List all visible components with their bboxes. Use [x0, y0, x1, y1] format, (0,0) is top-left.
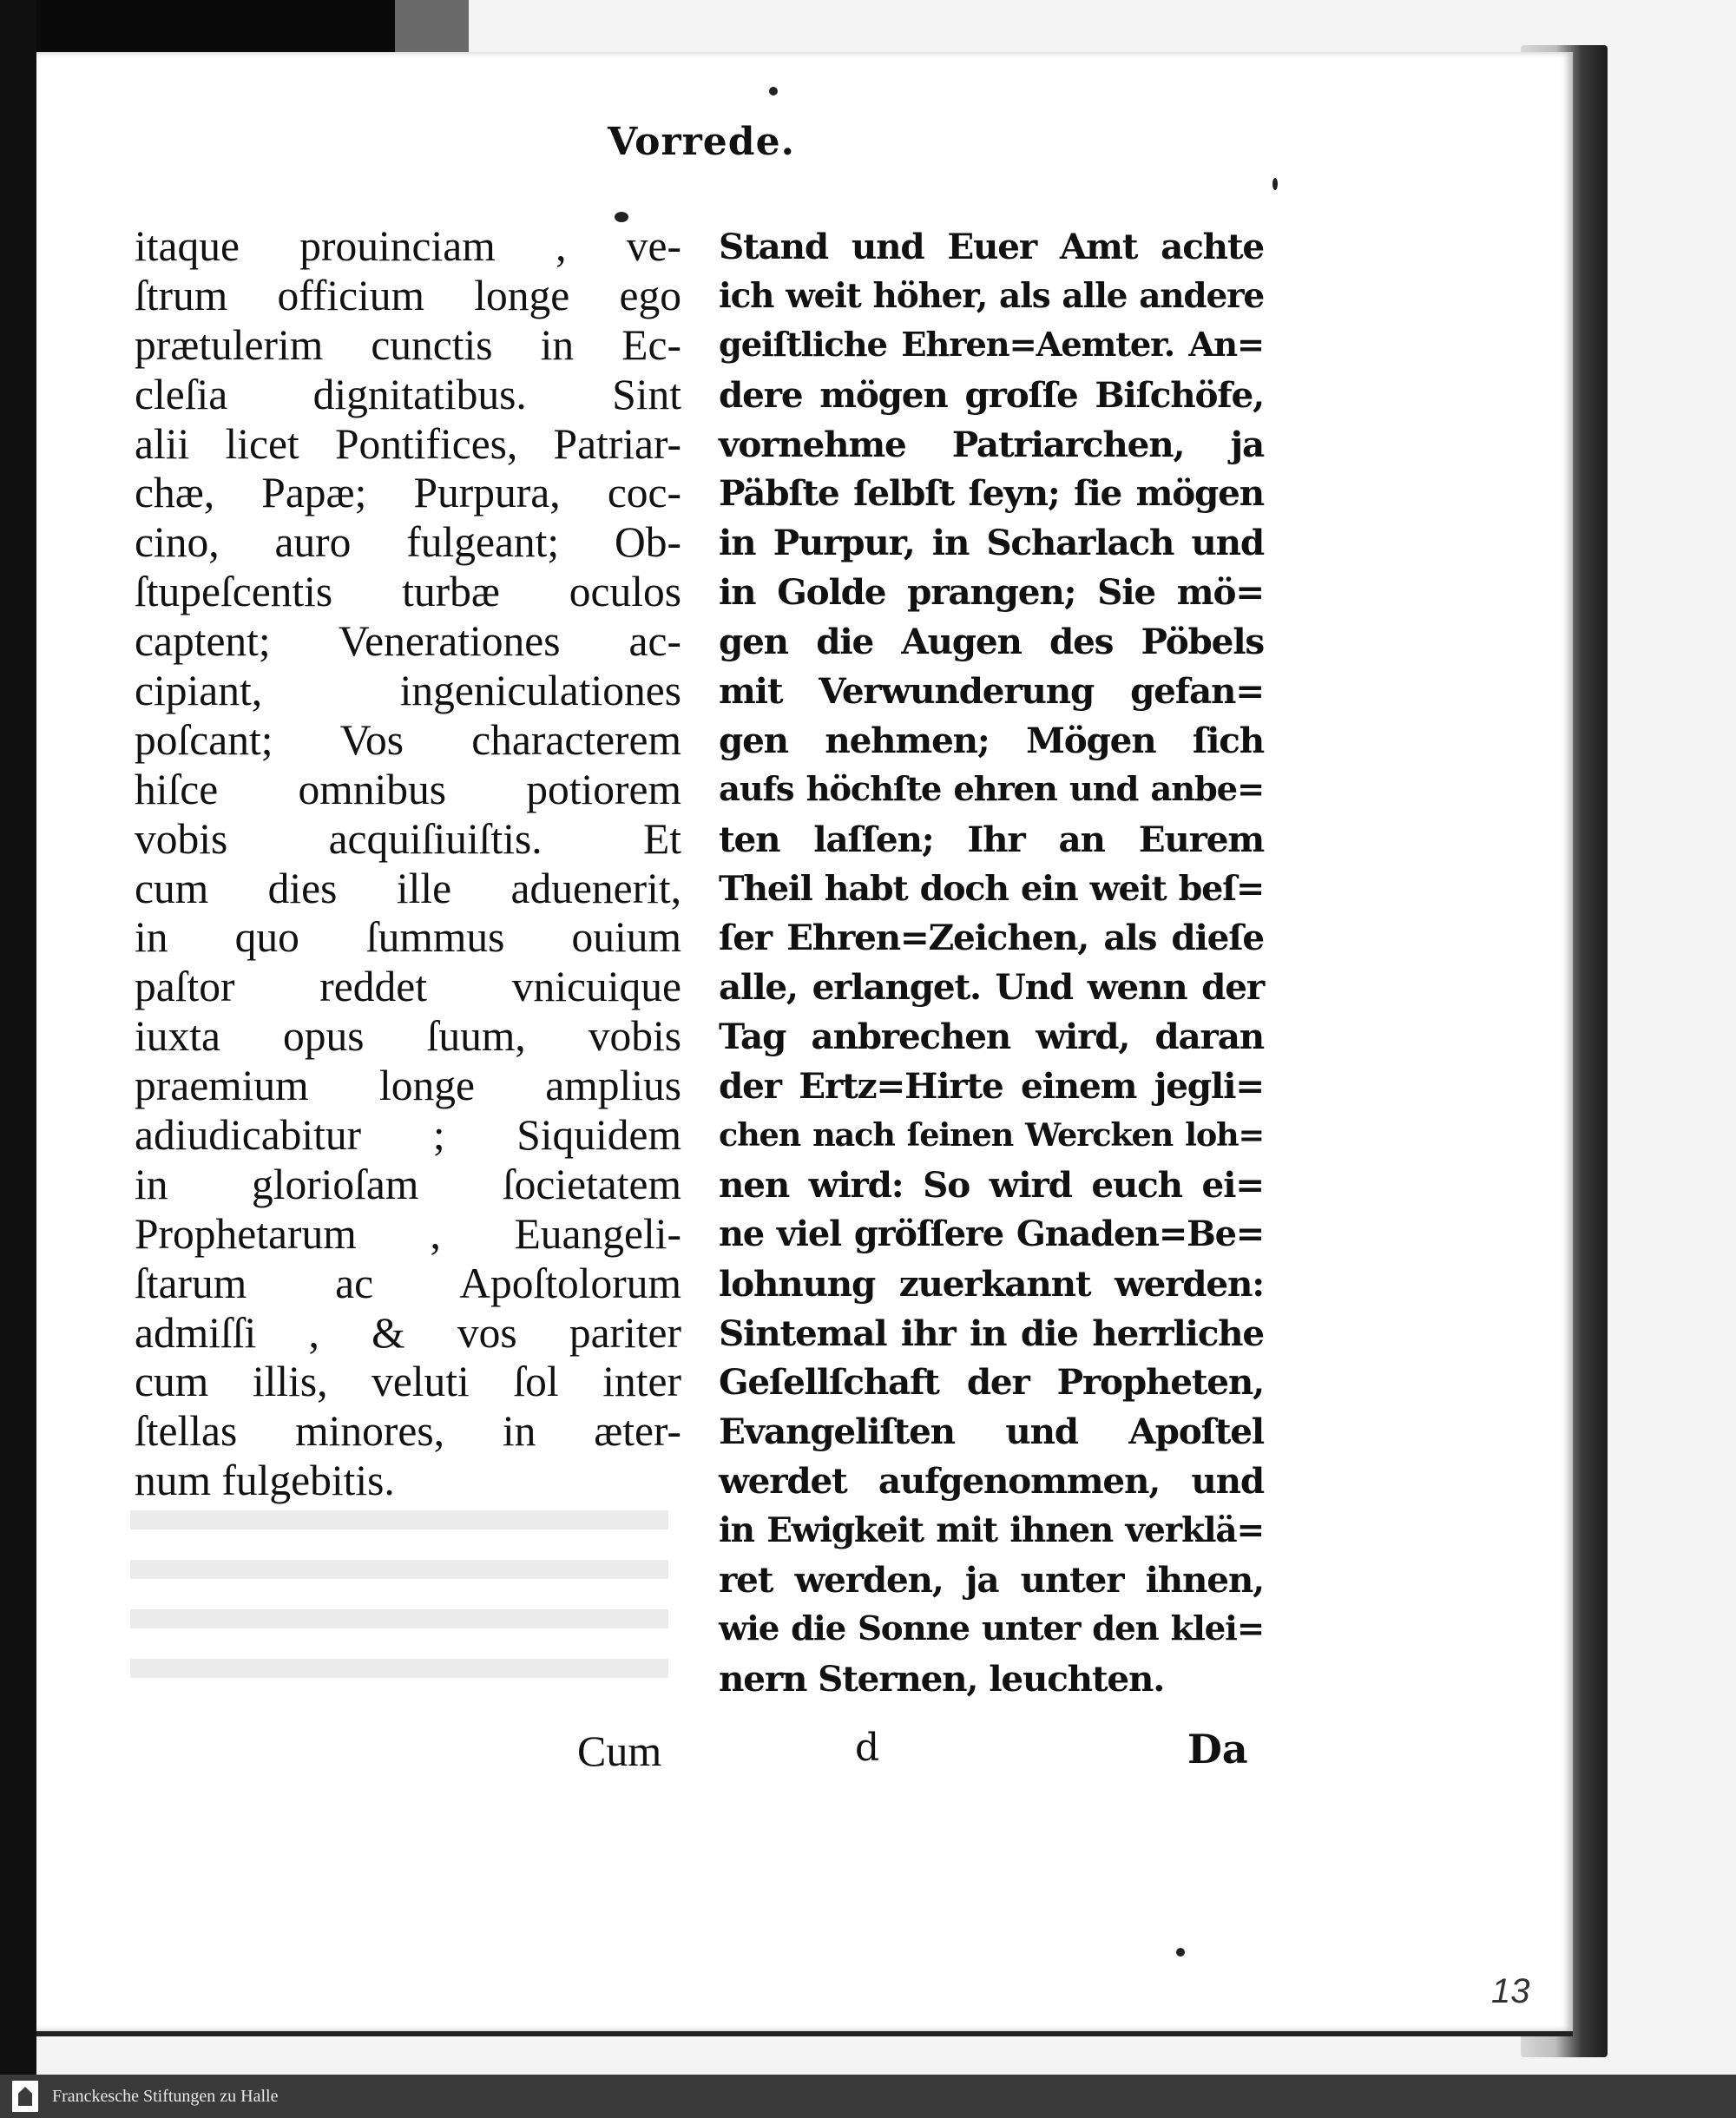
ink-speck [1272, 178, 1278, 190]
german-text-line: aufs höchſte ehren und anbe= [719, 769, 1264, 809]
german-text-line: Theil habt doch ein weit beſ= [719, 868, 1264, 909]
logo-building-shape [18, 2087, 32, 2106]
german-text-line: in Ewigkeit mit ihnen verklä= [719, 1510, 1264, 1551]
page-header-title: Vorrede. [608, 120, 795, 164]
german-text-line: gen die Augen des Pöbels [719, 621, 1264, 663]
latin-text-line: adiudicabitur ; Siquidem [135, 1111, 681, 1160]
signature-mark: d [855, 1726, 880, 1770]
german-text-line: Tag anbrechen wird, daran [719, 1016, 1264, 1058]
page-number: 13 [1491, 1972, 1530, 2010]
german-text-line: wie die Sonne unter den klei= [719, 1608, 1264, 1648]
latin-catchword: Cum [577, 1727, 662, 1775]
latin-text-line: iuxta opus ſuum, vobis [135, 1012, 681, 1061]
show-through-text [130, 1510, 668, 1701]
scan-edge-top-gray [395, 0, 469, 52]
latin-text-line: praemium longe amplius [135, 1062, 681, 1110]
latin-text-line: cum illis, veluti ſol inter [135, 1358, 681, 1406]
latin-text-line: cum dies ille aduenerit, [135, 864, 681, 912]
scan-edge-left [0, 0, 36, 2075]
german-text-line: der Ertz=Hirte einem jegli= [719, 1065, 1264, 1108]
german-text-line: ne viel gröſſere Gnaden=Be= [719, 1214, 1264, 1254]
german-text-line: Sintemal ihr in die herrliche [719, 1312, 1264, 1354]
german-text-line: ich weit höher, als alle andere [719, 275, 1264, 316]
german-text-line: Evangeliſten und Apoſtel [719, 1411, 1264, 1453]
latin-text-line: ſtupeſcentis turbæ oculos [135, 568, 681, 616]
header-ornament-dot [769, 87, 778, 95]
german-text-column [719, 222, 1264, 1704]
latin-text-line: captent; Venerationes ac- [135, 617, 681, 666]
latin-text-line: ſtrum officium longe ego [135, 271, 681, 319]
german-text-line: nern Sternen, leuchten. [719, 1657, 1165, 1700]
institution-logo-icon [12, 2081, 38, 2112]
german-text-line: lohnung zuerkannt werden: [719, 1262, 1264, 1305]
latin-text-line: itaque prouinciam , ve- [135, 222, 681, 270]
german-text-line: nen wird: So wird euch ei= [719, 1163, 1264, 1206]
latin-text-line: admiſſi , & vos pariter [135, 1308, 681, 1357]
german-text-line: geiſtliche Ehren=Aemter. An= [719, 325, 1264, 365]
german-text-line: vornehme Patriarchen, ja [719, 423, 1264, 465]
latin-text-line: hiſce omnibus potiorem [135, 765, 681, 813]
german-catchword: Da [1187, 1726, 1248, 1773]
german-text-line: Päbſte ſelbſt ſeyn; ſie mögen [719, 472, 1264, 515]
scan-edge-top [0, 0, 395, 52]
latin-text-line: poſcant; Vos characterem [135, 715, 681, 764]
latin-text-line: num fulgebitis. [135, 1457, 395, 1505]
latin-text-line: ſtarum ac Apoſtolorum [135, 1259, 681, 1307]
latin-text-line: in glorioſam ſocietatem [135, 1160, 681, 1208]
german-text-line: in Purpur, in Scharlach und [719, 522, 1264, 564]
latin-text-line: chæ, Papæ; Purpura, coc- [135, 469, 681, 517]
latin-text-line: in quo ſummus ouium [135, 913, 681, 962]
latin-text-column [135, 222, 681, 1506]
german-text-line: alle, erlanget. Und wenn der [719, 966, 1264, 1009]
ink-speck [615, 212, 628, 222]
ink-speck [1176, 1948, 1185, 1957]
latin-text-line: alii licet Pontifices, Patriar- [135, 419, 681, 468]
german-text-line: chen nach ſeinen Wercken loh= [719, 1116, 1264, 1154]
latin-text-line: cleſia dignitatibus. Sint [135, 370, 681, 418]
german-text-line: dere mögen groſſe Biſchöfe, [719, 373, 1264, 416]
latin-text-line: prætulerim cunctis in Ec- [135, 320, 681, 369]
german-text-line: gen nehmen; Mögen ſich [719, 719, 1264, 761]
footer-institution-name: Franckesche Stiftungen zu Halle [52, 2086, 279, 2106]
latin-text-line: vobis acquiſiuiſtis. Et [135, 814, 681, 863]
latin-text-line: Prophetarum , Euangeli- [135, 1209, 681, 1258]
footer-bar [0, 2075, 1736, 2118]
german-text-line: Stand und Euer Amt achte [719, 226, 1264, 267]
latin-text-line: cipiant, ingeniculationes [135, 667, 681, 715]
latin-text-line: ſtellas minores, in æter- [135, 1407, 681, 1456]
latin-text-line: paſtor reddet vnicuique [135, 963, 681, 1011]
latin-text-line: cino, auro fulgeant; Ob- [135, 518, 681, 567]
german-text-line: werdet aufgenommen, und [719, 1460, 1264, 1503]
german-text-line: ten laſſen; Ihr an Eurem [719, 818, 1264, 860]
german-text-line: mit Verwunderung gefan= [719, 670, 1264, 713]
german-text-line: Geſellſchaft der Propheten, [719, 1361, 1264, 1404]
german-text-line: in Golde prangen; Sie mö= [719, 571, 1264, 614]
german-text-line: ſer Ehren=Zeichen, als dieſe [719, 917, 1264, 959]
german-text-line: ret werden, ja unter ihnen, [719, 1559, 1264, 1602]
